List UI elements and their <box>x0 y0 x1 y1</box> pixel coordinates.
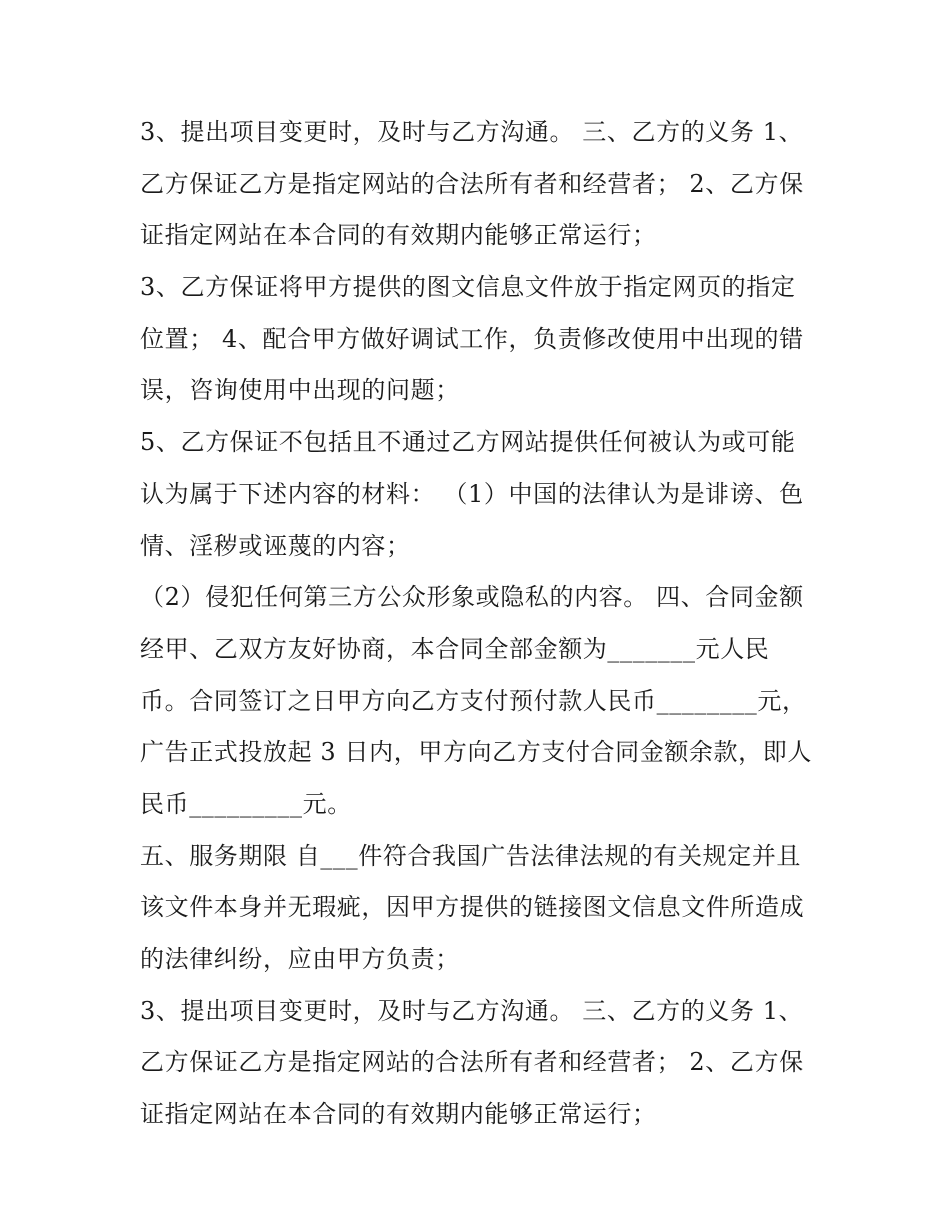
text-line: 的法律纠纷，应由甲方负责； <box>140 945 460 973</box>
text-line: 民币_________元。 <box>140 789 352 818</box>
text-line: 3、提出项目变更时，及时与乙方沟通。 三、乙方的义务 1、 <box>140 118 804 146</box>
text-line: 位置； 4、配合甲方做好调试工作，负责修改使用中出现的错 <box>140 324 804 353</box>
text-line: 认为属于下述内容的材料： （1）中国的法律认为是诽谤、色 <box>140 479 804 508</box>
text-line: 情、淫秽或诬蔑的内容； <box>140 531 411 560</box>
text-line: （2）侵犯任何第三方公众形象或隐私的内容。 四、合同金额 <box>140 583 804 612</box>
text-line: 乙方保证乙方是指定网站的合法所有者和经营者； 2、乙方保 <box>140 169 804 198</box>
text-line: 币。合同签订之日甲方向乙方支付预付款人民币________元， <box>140 686 807 715</box>
text-line: 3、乙方保证将甲方提供的图文信息文件放于指定网页的指定 <box>140 273 796 302</box>
text-line: 证指定网站在本合同的有效期内能够正常运行； <box>140 1100 657 1129</box>
text-line: 误，咨询使用中出现的问题； <box>140 376 460 405</box>
text-line: 证指定网站在本合同的有效期内能够正常运行； <box>140 221 657 250</box>
text-line: 该文件本身并无瑕疵，因甲方提供的链接图文信息文件所造成 <box>140 893 805 922</box>
text-line: 广告正式投放起 3 日内，甲方向乙方支付合同金额余款，即人 <box>140 738 812 767</box>
document-body <box>140 107 820 1141</box>
text-line: 经甲、乙双方友好协商，本合同全部金额为_______元人民 <box>140 634 770 663</box>
text-line: 乙方保证乙方是指定网站的合法所有者和经营者； 2、乙方保 <box>140 1048 804 1077</box>
text-line: 五、服务期限 自___件符合我国广告法律法规的有关规定并且 <box>140 841 802 870</box>
text-line: 3、提出项目变更时，及时与乙方沟通。 三、乙方的义务 1、 <box>140 996 804 1025</box>
text-line: 5、乙方保证不包括且不通过乙方网站提供任何被认为或可能 <box>140 428 796 457</box>
